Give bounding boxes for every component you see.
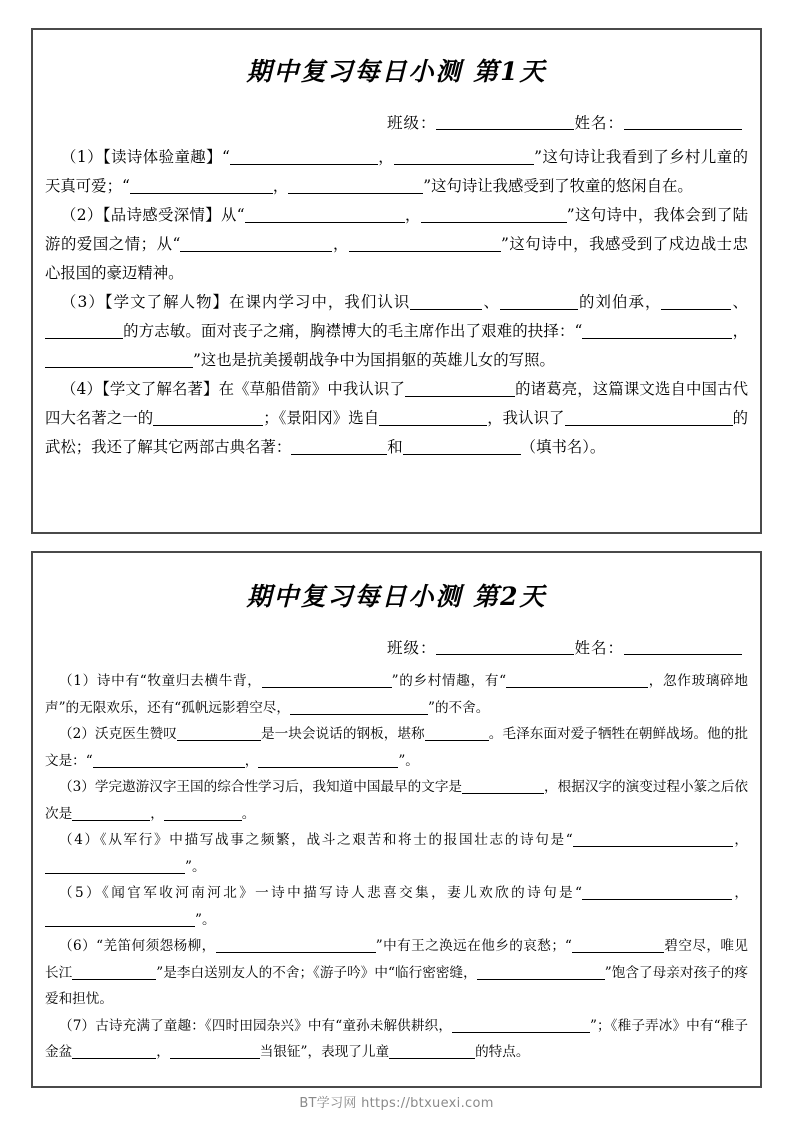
answer-blank[interactable]	[164, 806, 242, 821]
page-title-day2: 期中复习每日小测 第2天	[246, 582, 547, 611]
question-text: ”这句诗让我感受到了牧童的悠闲自在。	[423, 177, 693, 195]
page-title-day1: 期中复习每日小测 第1天	[246, 57, 547, 86]
question-text: ，	[732, 322, 748, 340]
question-item	[45, 880, 748, 933]
answer-blank[interactable]	[582, 323, 732, 339]
worksheet-box-day2	[31, 551, 762, 1088]
answer-blank[interactable]	[405, 381, 515, 397]
name-label-day1: 姓名：	[574, 114, 624, 132]
answer-blank[interactable]	[379, 410, 487, 426]
answer-blank[interactable]	[258, 753, 398, 768]
question-number: （6）	[59, 938, 97, 954]
worksheet-content-day1	[33, 52, 760, 462]
question-number: （3）	[61, 293, 105, 311]
question-text: ”这句诗中，我体会到了陆游的爱国之情；从“	[45, 206, 748, 253]
question-item	[45, 668, 748, 721]
question-text: ，忽作玻璃碎地声”的无限欢乐，还有“孤帆远影碧空尽，	[45, 673, 749, 716]
question-item	[45, 143, 748, 201]
answer-blank[interactable]	[288, 178, 423, 194]
question-text: 古诗充满了童趣：《四时田园杂兴》中有“童孙未解供耕织，	[95, 1017, 453, 1034]
worksheet-content-day2	[33, 577, 760, 1066]
question-text: 的武松；我还了解其它两部古典名著：	[45, 409, 748, 456]
question-tag: 【学文了解名著】	[102, 380, 219, 398]
question-text: 是一块会说话的钢板，堪称	[260, 726, 425, 742]
answer-blank[interactable]	[177, 726, 261, 741]
question-number: （4）	[61, 380, 103, 398]
answer-blank[interactable]	[216, 938, 376, 953]
answer-blank[interactable]	[170, 1044, 260, 1059]
question-text: 的方志敏。面对丧子之痛，胸襟博大的毛主席作出了艰难的抉择：“	[123, 322, 583, 340]
answer-blank[interactable]	[72, 965, 156, 980]
name-input-day2[interactable]	[624, 654, 742, 655]
footer-watermark: BT学习网 https://btxuexi.com	[299, 1096, 494, 1111]
answer-blank[interactable]	[45, 912, 195, 927]
question-text: （填书名）。	[520, 438, 606, 456]
question-item	[45, 288, 748, 375]
question-text: ”中有王之涣远在他乡的哀愁；“	[375, 938, 572, 954]
question-text: 。毛泽东面对爱子牺牲在朝鲜战场。他的批文是：“	[45, 726, 749, 769]
question-number: （2）	[61, 206, 103, 224]
question-text: ；《景阳冈》选自	[263, 409, 380, 427]
answer-blank[interactable]	[45, 859, 185, 874]
question-text: 、	[482, 293, 500, 311]
question-text: 《从军行》中描写战事之频繁，战斗之艰苦和将士的报国壮志的诗句是“	[99, 832, 573, 848]
question-text: 在课内学习中，我们认识	[229, 293, 411, 311]
question-text: ，	[272, 177, 289, 195]
question-text: 碧空尽，唯见长江	[45, 938, 749, 981]
question-text: ”；《稚子弄冰》中有“稚子金盆	[45, 1017, 748, 1060]
answer-blank[interactable]	[349, 236, 501, 252]
question-tag: 【学文了解人物】	[104, 293, 230, 311]
question-text: ，	[732, 885, 749, 901]
answer-blank[interactable]	[290, 700, 428, 715]
answer-blank[interactable]	[506, 673, 648, 688]
question-number: （7）	[59, 1017, 96, 1034]
answer-blank[interactable]	[45, 323, 123, 339]
answer-blank[interactable]	[462, 779, 544, 794]
question-text: 的特点。	[475, 1044, 530, 1060]
answer-blank[interactable]	[410, 294, 482, 310]
question-item	[45, 721, 748, 774]
question-number: （1）	[61, 148, 103, 166]
answer-blank[interactable]	[130, 178, 273, 194]
question-item	[45, 201, 748, 288]
answer-blank[interactable]	[45, 352, 193, 368]
answer-blank[interactable]	[230, 149, 378, 165]
class-label-day2: 班级：	[386, 639, 437, 657]
question-text: ，	[156, 1044, 170, 1060]
question-text: ”是李白送别友人的不舍；《游子吟》中“临行密密缝，	[156, 964, 477, 981]
student-info-row-day1	[45, 111, 748, 133]
answer-blank[interactable]	[93, 753, 245, 768]
question-text: 和	[387, 438, 403, 456]
question-text: “羌笛何须怨杨柳，	[96, 938, 216, 954]
answer-blank[interactable]	[394, 149, 534, 165]
question-text: ”这句诗中，我感受到了戍边战士忠心报国的豪迈精神。	[45, 235, 748, 282]
question-text: ”饱含了母亲对孩子的疼爱和担忧。	[45, 964, 748, 1007]
answer-blank[interactable]	[291, 439, 387, 455]
question-text: ”。	[195, 911, 216, 928]
answer-blank[interactable]	[153, 410, 263, 426]
question-text: ，我认识了	[487, 409, 565, 427]
answer-blank[interactable]	[72, 1044, 156, 1059]
question-text: ，	[332, 235, 349, 253]
answer-blank[interactable]	[565, 410, 733, 426]
question-text: ，	[404, 206, 421, 224]
question-text: “	[221, 148, 230, 166]
class-input-day2[interactable]	[436, 654, 574, 655]
question-text: ”的乡村情趣，有“	[391, 673, 507, 689]
name-label-day2: 姓名：	[574, 639, 624, 657]
question-item	[45, 774, 748, 827]
question-text: ”。	[185, 858, 206, 875]
question-number: （5）	[59, 885, 103, 901]
question-number: （3）	[59, 779, 95, 795]
answer-blank[interactable]	[661, 294, 731, 310]
answer-blank[interactable]	[573, 832, 733, 847]
question-number: （1）	[59, 673, 97, 689]
question-text: 从“	[221, 206, 245, 224]
answer-blank[interactable]	[572, 938, 664, 953]
answer-blank[interactable]	[262, 673, 392, 688]
question-tag: 【品诗感受深情】	[102, 206, 222, 224]
question-text: 的刘伯承，	[577, 293, 662, 311]
question-text: ，	[377, 148, 395, 166]
question-text: ”。	[398, 752, 419, 769]
answer-blank[interactable]	[403, 439, 521, 455]
question-text: ，	[150, 805, 164, 822]
name-input-day1[interactable]	[624, 129, 742, 130]
question-text: ，	[732, 832, 749, 848]
question-tag: 【读诗体验童趣】	[102, 148, 222, 166]
question-list-day1	[45, 143, 748, 462]
question-text: ，	[244, 752, 259, 769]
answer-blank[interactable]	[389, 1044, 475, 1059]
answer-blank[interactable]	[180, 236, 332, 252]
answer-blank[interactable]	[421, 207, 567, 223]
question-number: （2）	[59, 726, 95, 742]
student-info-row-day2	[45, 636, 748, 658]
question-text: 沃克医生赞叹	[95, 726, 177, 742]
question-text: 在《草船借箭》中我认识了	[218, 380, 405, 398]
question-item	[45, 1013, 748, 1066]
answer-blank[interactable]	[245, 207, 405, 223]
question-text: 的诸葛亮，这篇课文选自中国古代四大名著之一的	[45, 380, 748, 427]
question-item	[45, 827, 748, 880]
answer-blank[interactable]	[477, 965, 605, 980]
question-item	[45, 933, 748, 1013]
answer-blank[interactable]	[452, 1018, 590, 1033]
question-text: ”的不舍。	[428, 699, 490, 716]
question-text: ”这也是抗美援朝战争中为国捐躯的英雄儿女的写照。	[193, 351, 555, 369]
question-text: 、	[731, 293, 748, 311]
worksheet-box-day1	[31, 28, 762, 534]
question-text: 诗中有“牧童归去横牛背，	[96, 673, 262, 689]
question-text: ”这句诗让我看到了乡村儿童的天真可爱；“	[45, 148, 748, 195]
question-number: （4）	[59, 832, 100, 848]
answer-blank[interactable]	[72, 806, 150, 821]
question-item	[45, 375, 748, 462]
question-text: 当银钲”，表现了儿童	[259, 1044, 390, 1060]
question-list-day2	[45, 668, 748, 1066]
answer-blank[interactable]	[500, 294, 578, 310]
question-text: 学完遨游汉字王国的综合性学习后，我知道中国最早的文字是	[94, 779, 463, 795]
answer-blank[interactable]	[582, 885, 732, 900]
question-text: 《闻官军收河南河北》一诗中描写诗人悲喜交集，妻儿欢欣的诗句是“	[102, 885, 583, 901]
class-label-day1: 班级：	[386, 114, 437, 132]
question-text: 。	[241, 805, 256, 822]
question-text: ，根据汉字的演变过程小篆之后依次是	[45, 779, 749, 822]
class-input-day1[interactable]	[436, 129, 574, 130]
answer-blank[interactable]	[425, 726, 489, 741]
